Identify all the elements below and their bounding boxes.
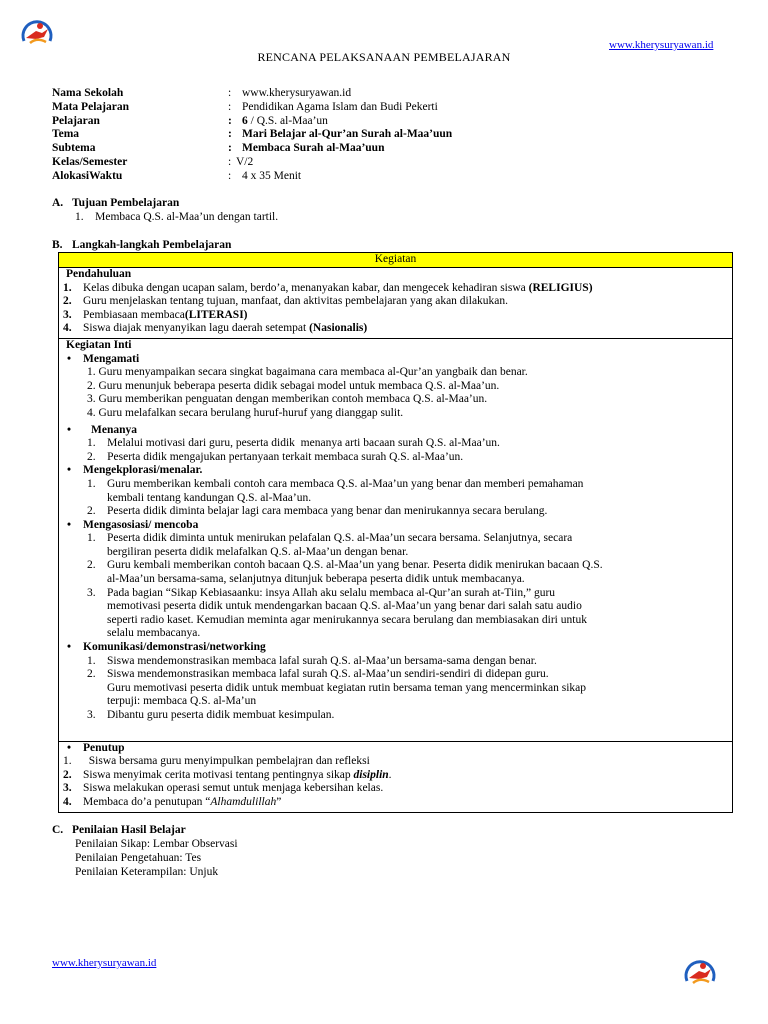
- colon: :: [228, 142, 232, 155]
- list-item: 1. Guru menyampaikan secara singkat bagaimana cara membaca al-Qur’an yangbaik dan benar.: [87, 366, 528, 379]
- kegiatan-inti-cell: [59, 338, 733, 741]
- bullet-icon: •: [67, 741, 72, 754]
- list-item: [63, 322, 728, 336]
- list-item: 4. Membaca do’a penutupan “Alhamdulillah”: [63, 795, 282, 808]
- identity-label: Tema: [52, 128, 80, 141]
- activities-table: [58, 252, 733, 813]
- pendahuluan-title: Pendahuluan: [66, 268, 132, 280]
- assessment-item: Penilaian Pengetahuan: Tes: [75, 852, 202, 864]
- revisi-logo-bottom: [681, 957, 719, 991]
- item-number: 2.: [63, 295, 72, 308]
- list-item: 2. Guru menunjuk beberapa peserta didik sebagai model untuk membaca Q.S. al-Maa’un.: [87, 379, 500, 392]
- list-item: 1. Siswa mendemonstrasikan membaca lafal surah Q.S. al-Maa’un bersama-sama dengan benar.: [87, 654, 537, 667]
- item-number: 1.: [63, 281, 72, 294]
- list-item-continuation: bergiliran peserta didik melafalkan Q.S. al-Maa’un dengan benar.: [107, 545, 409, 558]
- bullet-icon: •: [67, 518, 72, 531]
- list-item-continuation: memotivasi peserta didik untuk mendengarkan bacaan Q.S. al-Maa’un yang benar dari salah satu audio: [107, 600, 582, 613]
- subheading-mengasosiasi: • Mengasosiasi/ mencoba: [63, 519, 728, 533]
- section-letter: A.: [52, 197, 64, 209]
- penutup-title: • Penutup: [63, 742, 728, 756]
- assessment-item: Penilaian Keterampilan: Unjuk: [75, 866, 219, 878]
- website-link-bottom[interactable]: www.kherysuryawan.id: [52, 957, 157, 969]
- list-item: 3. Dibantu guru peserta didik membuat kesimpulan.: [87, 709, 335, 721]
- identity-label: Pelajaran: [52, 114, 100, 127]
- bullet-icon: •: [67, 641, 72, 654]
- identity-value: Pendidikan Agama Islam dan Budi Pekerti: [242, 100, 438, 113]
- list-item-continuation: seperti radio kaset. Kemudian meminta agar menirukannya secara berulang dan membiasakan diri untuk: [107, 613, 587, 626]
- subheading-mengeksplorasi: • Mengekplorasi/menalar.: [63, 464, 728, 478]
- identity-value: V/2: [236, 155, 254, 168]
- list-item: 2. Siswa menyimak cerita motivasi tentang pentingnya sikap disiplin.: [63, 768, 392, 781]
- identity-label: Kelas/Semester: [52, 155, 128, 168]
- identity-label: Mata Pelajaran: [52, 100, 129, 113]
- item-text: Siswa diajak menyanyikan lagu daerah setempat: [83, 322, 310, 335]
- item-character-tag: (RELIGIUS): [528, 281, 593, 294]
- identity-value: 4 x 35 Menit: [242, 169, 302, 182]
- section-letter: C.: [52, 824, 64, 836]
- list-item: 1. Siswa bersama guru menyimpulkan pembelajran dan refleksi: [63, 755, 370, 768]
- section-title: Penilaian Hasil Belajar: [72, 824, 186, 836]
- revisi-logo-top: [18, 17, 56, 51]
- item-character-tag: (LITERASI): [184, 308, 248, 321]
- list-item: [63, 282, 728, 296]
- assessment-item: Penilaian Sikap: Lembar Observasi: [75, 838, 238, 850]
- inti-title: Kegiatan Inti: [66, 338, 132, 351]
- identity-value: Membaca Surah al-Maa’uun: [242, 142, 385, 155]
- pendahuluan-cell: [59, 268, 733, 339]
- list-item: [63, 309, 728, 323]
- list-item-continuation: kembali tentang kandungan Q.S. al-Maa’un.: [107, 491, 312, 504]
- identity-value: Mari Belajar al-Qur’an Surah al-Maa’uun: [242, 128, 453, 141]
- item-text: Guru menjelaskan tentang tujuan, manfaat, dan aktivitas pembelajaran yang akan dilakukan.: [83, 295, 509, 308]
- colon: :: [228, 128, 232, 141]
- list-item: 2. Guru kembali memberikan contoh bacaan Q.S. al-Maa’un yang benar. Peserta didik menirukan bacaan Q.S.: [87, 559, 603, 572]
- list-item: 3. Guru memberikan penguatan dengan memberikan contoh membaca Q.S. al-Maa’un.: [87, 393, 488, 406]
- website-link-top[interactable]: www.kherysuryawan.id: [609, 39, 714, 51]
- section-title: Tujuan Pembelajaran: [72, 197, 180, 209]
- colon: :: [228, 155, 232, 168]
- identity-value: [242, 115, 328, 129]
- table-header-kegiatan: Kegiatan: [59, 253, 733, 268]
- section-title: Langkah-langkah Pembelajaran: [72, 239, 232, 251]
- list-item: 4. Guru melafalkan secara berulang huruf-huruf yang dianggap sulit.: [87, 406, 404, 419]
- list-item-continuation: Guru memotivasi peserta didik untuk membuat kegiatan rutin bersama teman yang mencerminkan sikap: [107, 681, 587, 694]
- identity-label: AlokasiWaktu: [52, 169, 123, 182]
- colon: :: [228, 100, 232, 113]
- lesson-name: / Q.S. al-Maa’un: [247, 114, 328, 127]
- list-item-continuation: selalu membacanya.: [107, 627, 201, 640]
- item-number: 4.: [63, 322, 72, 335]
- list-item: 3. Pada bagian “Sikap Kebiasaanku: insya Allah aku selalu membaca al-Qur’an surah at-Tiin,” guru: [87, 586, 556, 599]
- colon: :: [228, 87, 232, 99]
- identity-value: www.kherysuryawan.id: [242, 87, 352, 99]
- subheading-komunikasi: • Komunikasi/demonstrasi/networking: [63, 641, 728, 655]
- bullet-icon: •: [67, 464, 72, 477]
- objective-item: 1. Membaca Q.S. al-Maa’un dengan tartil.: [75, 211, 279, 223]
- list-item: [63, 295, 728, 309]
- section-b-heading: [52, 239, 231, 253]
- list-item: 1. Guru memberikan kembali contoh cara membaca Q.S. al-Maa’un yang benar dan memberi pemahaman: [87, 477, 584, 490]
- item-text: Pembiasaan membaca: [83, 308, 185, 321]
- bullet-icon: •: [67, 423, 72, 436]
- document-title: RENCANA PELAKSANAAN PEMBELAJARAN: [257, 50, 511, 64]
- identity-label: Subtema: [52, 142, 96, 155]
- identity-label: Nama Sekolah: [52, 87, 124, 99]
- list-item: 1. Melalui motivasi dari guru, peserta didik menanya arti bacaan surah Q.S. al-Maa’un.: [87, 437, 500, 450]
- list-item: 3. Siswa melakukan operasi semut untuk menjaga kebersihan kelas.: [63, 782, 384, 795]
- logo-emblem-icon: [18, 17, 56, 51]
- section-a-heading: [52, 197, 179, 211]
- logo-emblem-icon: [681, 957, 719, 991]
- colon: :: [228, 169, 232, 182]
- item-character-tag: (Nasionalis): [309, 322, 368, 335]
- item-text: Kelas dibuka dengan ucapan salam, berdo’a, menanyakan kabar, dan mengecek kehadiran siswa: [83, 281, 529, 294]
- section-letter: B.: [52, 239, 63, 251]
- colon: :: [228, 114, 232, 127]
- penutup-cell: [59, 741, 733, 812]
- section-c-heading: [52, 824, 186, 838]
- list-item: 2. Peserta didik diminta belajar lagi cara membaca yang benar dan menirukannya secara berulang.: [87, 505, 548, 518]
- list-item-continuation: al-Maa’un bersama-sama, selanjutnya ditunjuk beberapa peserta didik untuk membacanya.: [107, 573, 525, 586]
- item-number: 3.: [63, 308, 72, 321]
- list-item: 1. Peserta didik diminta untuk menirukan pelafalan Q.S. al-Maa’un secara bersama. Selanjutnya, secara: [87, 532, 573, 545]
- lesson-number: 6: [242, 114, 248, 127]
- subheading-mengamati: • Mengamati: [63, 353, 728, 367]
- bullet-icon: •: [67, 352, 72, 365]
- list-item: 2. Peserta didik mengajukan pertanyaan terkait membaca surah Q.S. al-Maa’un.: [87, 450, 464, 463]
- subheading-menanya: • Menanya: [63, 424, 728, 438]
- list-item-continuation: terpuji: membaca Q.S. al-Ma’un: [107, 695, 257, 708]
- list-item: 2. Siswa mendemonstrasikan membaca lafal surah Q.S. al-Maa’un sendiri-sendiri di didepan guru.: [87, 668, 549, 681]
